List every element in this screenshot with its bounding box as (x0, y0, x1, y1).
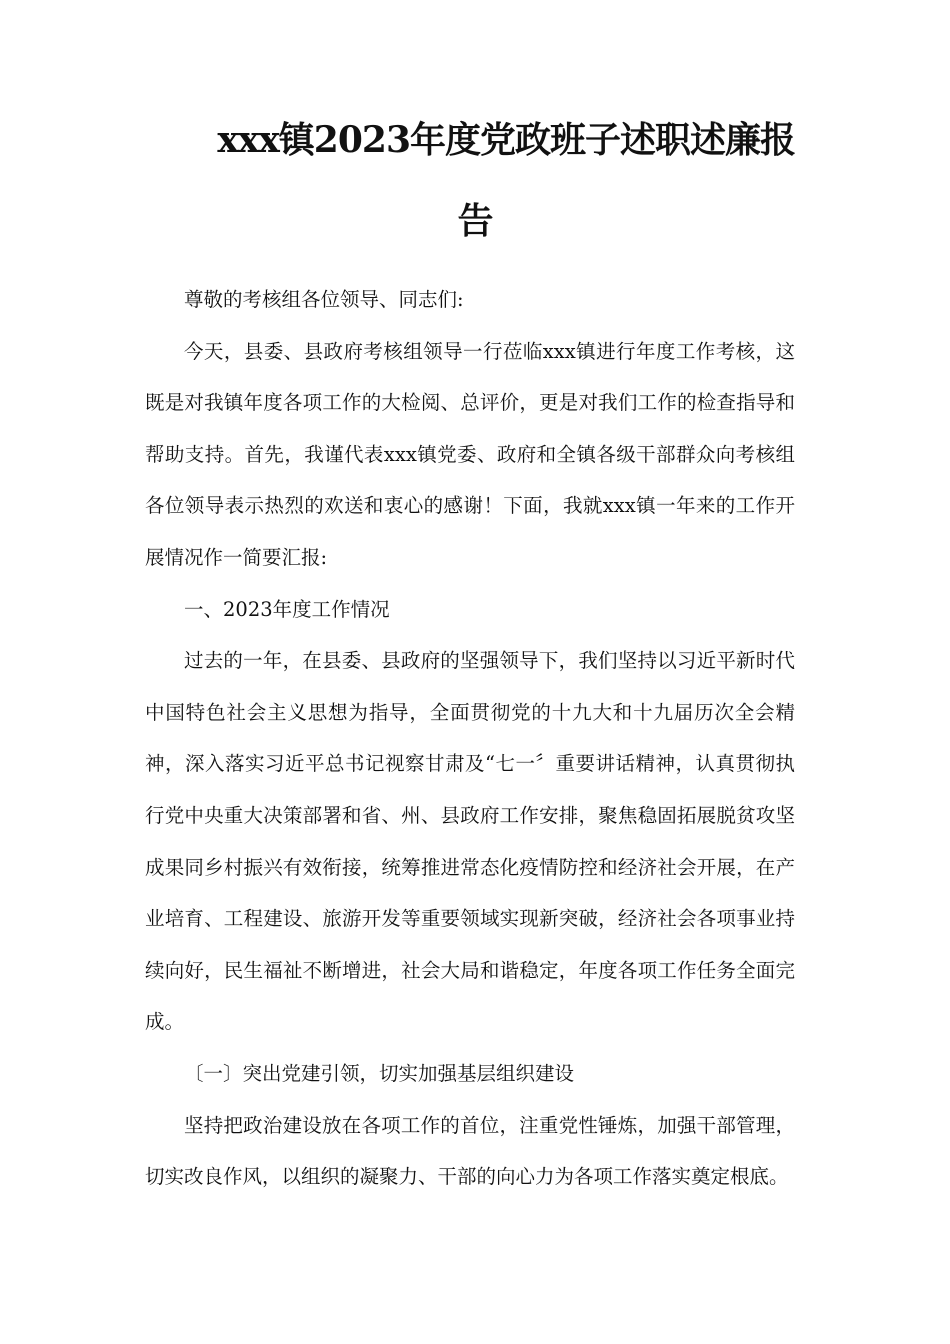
document-body (145, 274, 795, 1203)
subsection-paragraph: 坚持把政治建设放在各项工作的首位，注重党性锤炼，加强干部管理，切实改良作风，以组织的凝聚力、干部的向心力为各项工作落实奠定根底。 (145, 1113, 795, 1189)
document-title-line-2: 告 (457, 200, 493, 242)
salutation: 尊敬的考核组各位领导、同志们: (184, 288, 464, 311)
subsection-heading: 〔一〕突出党建引领，切实加强基层组织建设 (184, 1061, 575, 1085)
overview-paragraph: 过去的一年，在县委、县政府的坚强领导下，我们坚持以习近平新时代中国特色社会主义思想为指导，全面贯彻党的十九大和十九届历次全会精神，深入落实习近平总书记视察甘肃及“七一〞重要讲话精神，认真贯彻执行党中央重大决策部署和省、州、县政府工作安排，聚焦稳固拓展脱贫攻坚成果同乡村振兴有效衔接，统筹推进常态化疫情防控和经济社会开展，在产业培育、工程建设、旅游开发等重要领域实现新突破，经济社会各项事业持续向好，民生福祉不断增进，社会大局和谐稳定，年度各项工作任务全面完成。 (145, 649, 795, 1034)
document-title-line-1: xxx镇2023年度党政班子述职述廉报 (217, 119, 795, 161)
opening-paragraph: 今天，县委、县政府考核组领导一行莅临xxx镇进行年度工作考核，这既是对我镇年度各项工作的大检阅、总评价，更是对我们工作的检查指导和帮助支持。首先，我谨代表xxx镇党委、政府和全镇各级干部群众向考核组各位领导表示热烈的欢送和衷心的感谢！下面，我就xxx镇一年来的工作开展情况作一简要汇报: (145, 339, 795, 569)
section-heading: 一、2023年度工作情况 (184, 597, 390, 621)
